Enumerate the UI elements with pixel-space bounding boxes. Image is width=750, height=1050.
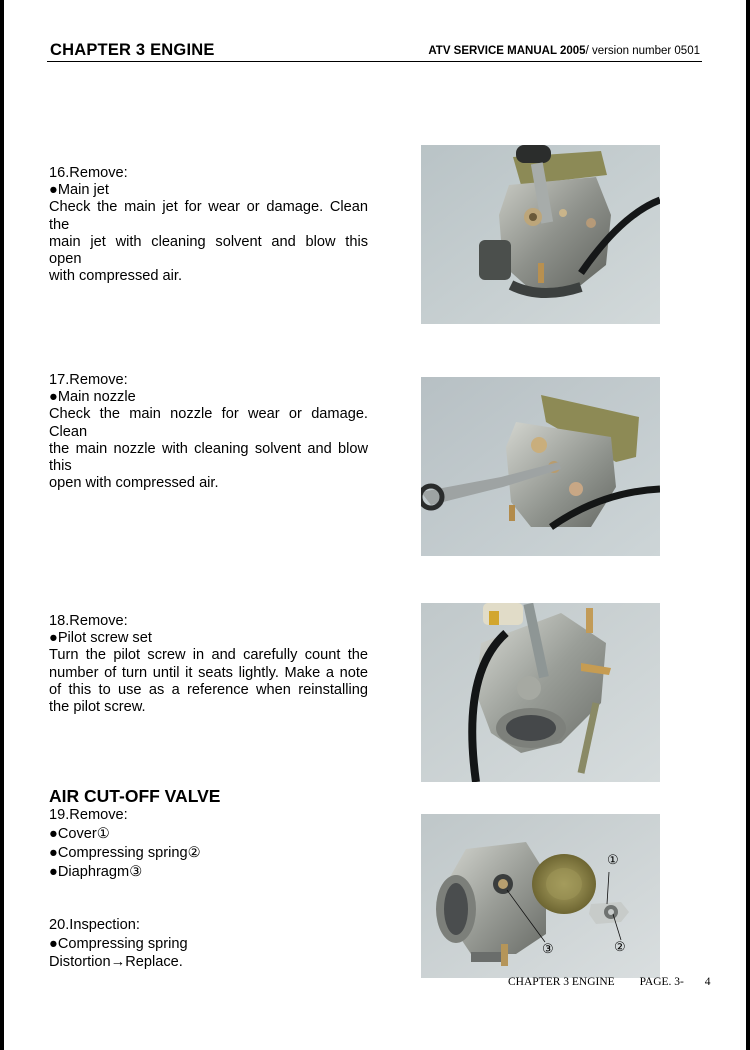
manual-version [428,45,700,57]
step-text-line: Turn the pilot screw in and carefully count the [49,647,368,664]
step-item: ●Main jet [49,182,109,199]
step-number: 18.Remove: [49,613,128,629]
step-number: 16.Remove: [49,165,128,181]
step-item: ●Cover① [49,826,110,842]
page-header [47,40,702,62]
photo-air-cutoff-valve [421,814,660,978]
step-item: ●Pilot screw set [49,630,152,647]
chapter-title: CHAPTER 3 ENGINE [50,41,215,59]
step-19 [49,806,368,882]
footer-page-label: PAGE. 3- [639,976,684,988]
photo-main-jet [421,145,660,324]
callout-1: ① [607,853,619,868]
right-border [746,0,750,1050]
footer-page-number: 4 [704,976,711,988]
carburetor-photo-1 [421,145,660,324]
step-20 [49,916,368,972]
step-number: 17.Remove: [49,372,128,388]
step-text-line: of this to use as a reference when reinstalling [49,681,368,698]
carburetor-photo-3 [421,603,660,782]
step-text-line: open with compressed air. [49,475,219,492]
callout-3: ③ [542,942,554,957]
footer-chapter: CHAPTER 3 ENGINE [508,976,615,988]
step-text-line: Clean [49,423,88,440]
photo-pilot-screw [421,603,660,782]
step-number: 20.Inspection: [49,917,140,933]
step-item: ●Compressing spring [49,935,188,952]
carburetor-photo-2 [421,377,660,556]
step-16 [49,165,368,285]
step-text-line: number of turn until it seats lightly. Make a note [49,664,368,681]
left-border [0,0,4,1050]
photo-main-nozzle [421,377,660,556]
step-text-line: Distortion→Replace. [49,954,183,970]
step-text-line: the main nozzle with cleaning solvent and blow [49,440,368,457]
step-text-line: open [49,251,82,268]
step-text-line: the [49,216,70,233]
step-text-line: Check the main jet for wear or damage. Clean [49,199,368,216]
step-text-line: the pilot screw. [49,699,146,716]
step-text-line: this [49,458,72,475]
step-text-line: with compressed air. [49,268,183,285]
step-number: 19.Remove: [49,807,128,823]
manual-name: ATV SERVICE MANUAL 2005 [428,45,586,57]
step-text-line: Check the main nozzle for wear or damage. [49,406,368,423]
callout-2: ② [614,940,626,955]
step-text-line: main jet with cleaning solvent and blow this [49,233,368,250]
step-18 [49,613,368,716]
section-heading: AIR CUT-OFF VALVE [49,786,221,806]
page-footer [508,976,711,988]
step-item: ●Compressing spring② [49,845,201,861]
step-item: ●Diaphragm③ [49,864,143,880]
version-number: / version number 0501 [585,45,700,57]
step-item: ●Main nozzle [49,389,136,406]
step-17 [49,372,368,492]
